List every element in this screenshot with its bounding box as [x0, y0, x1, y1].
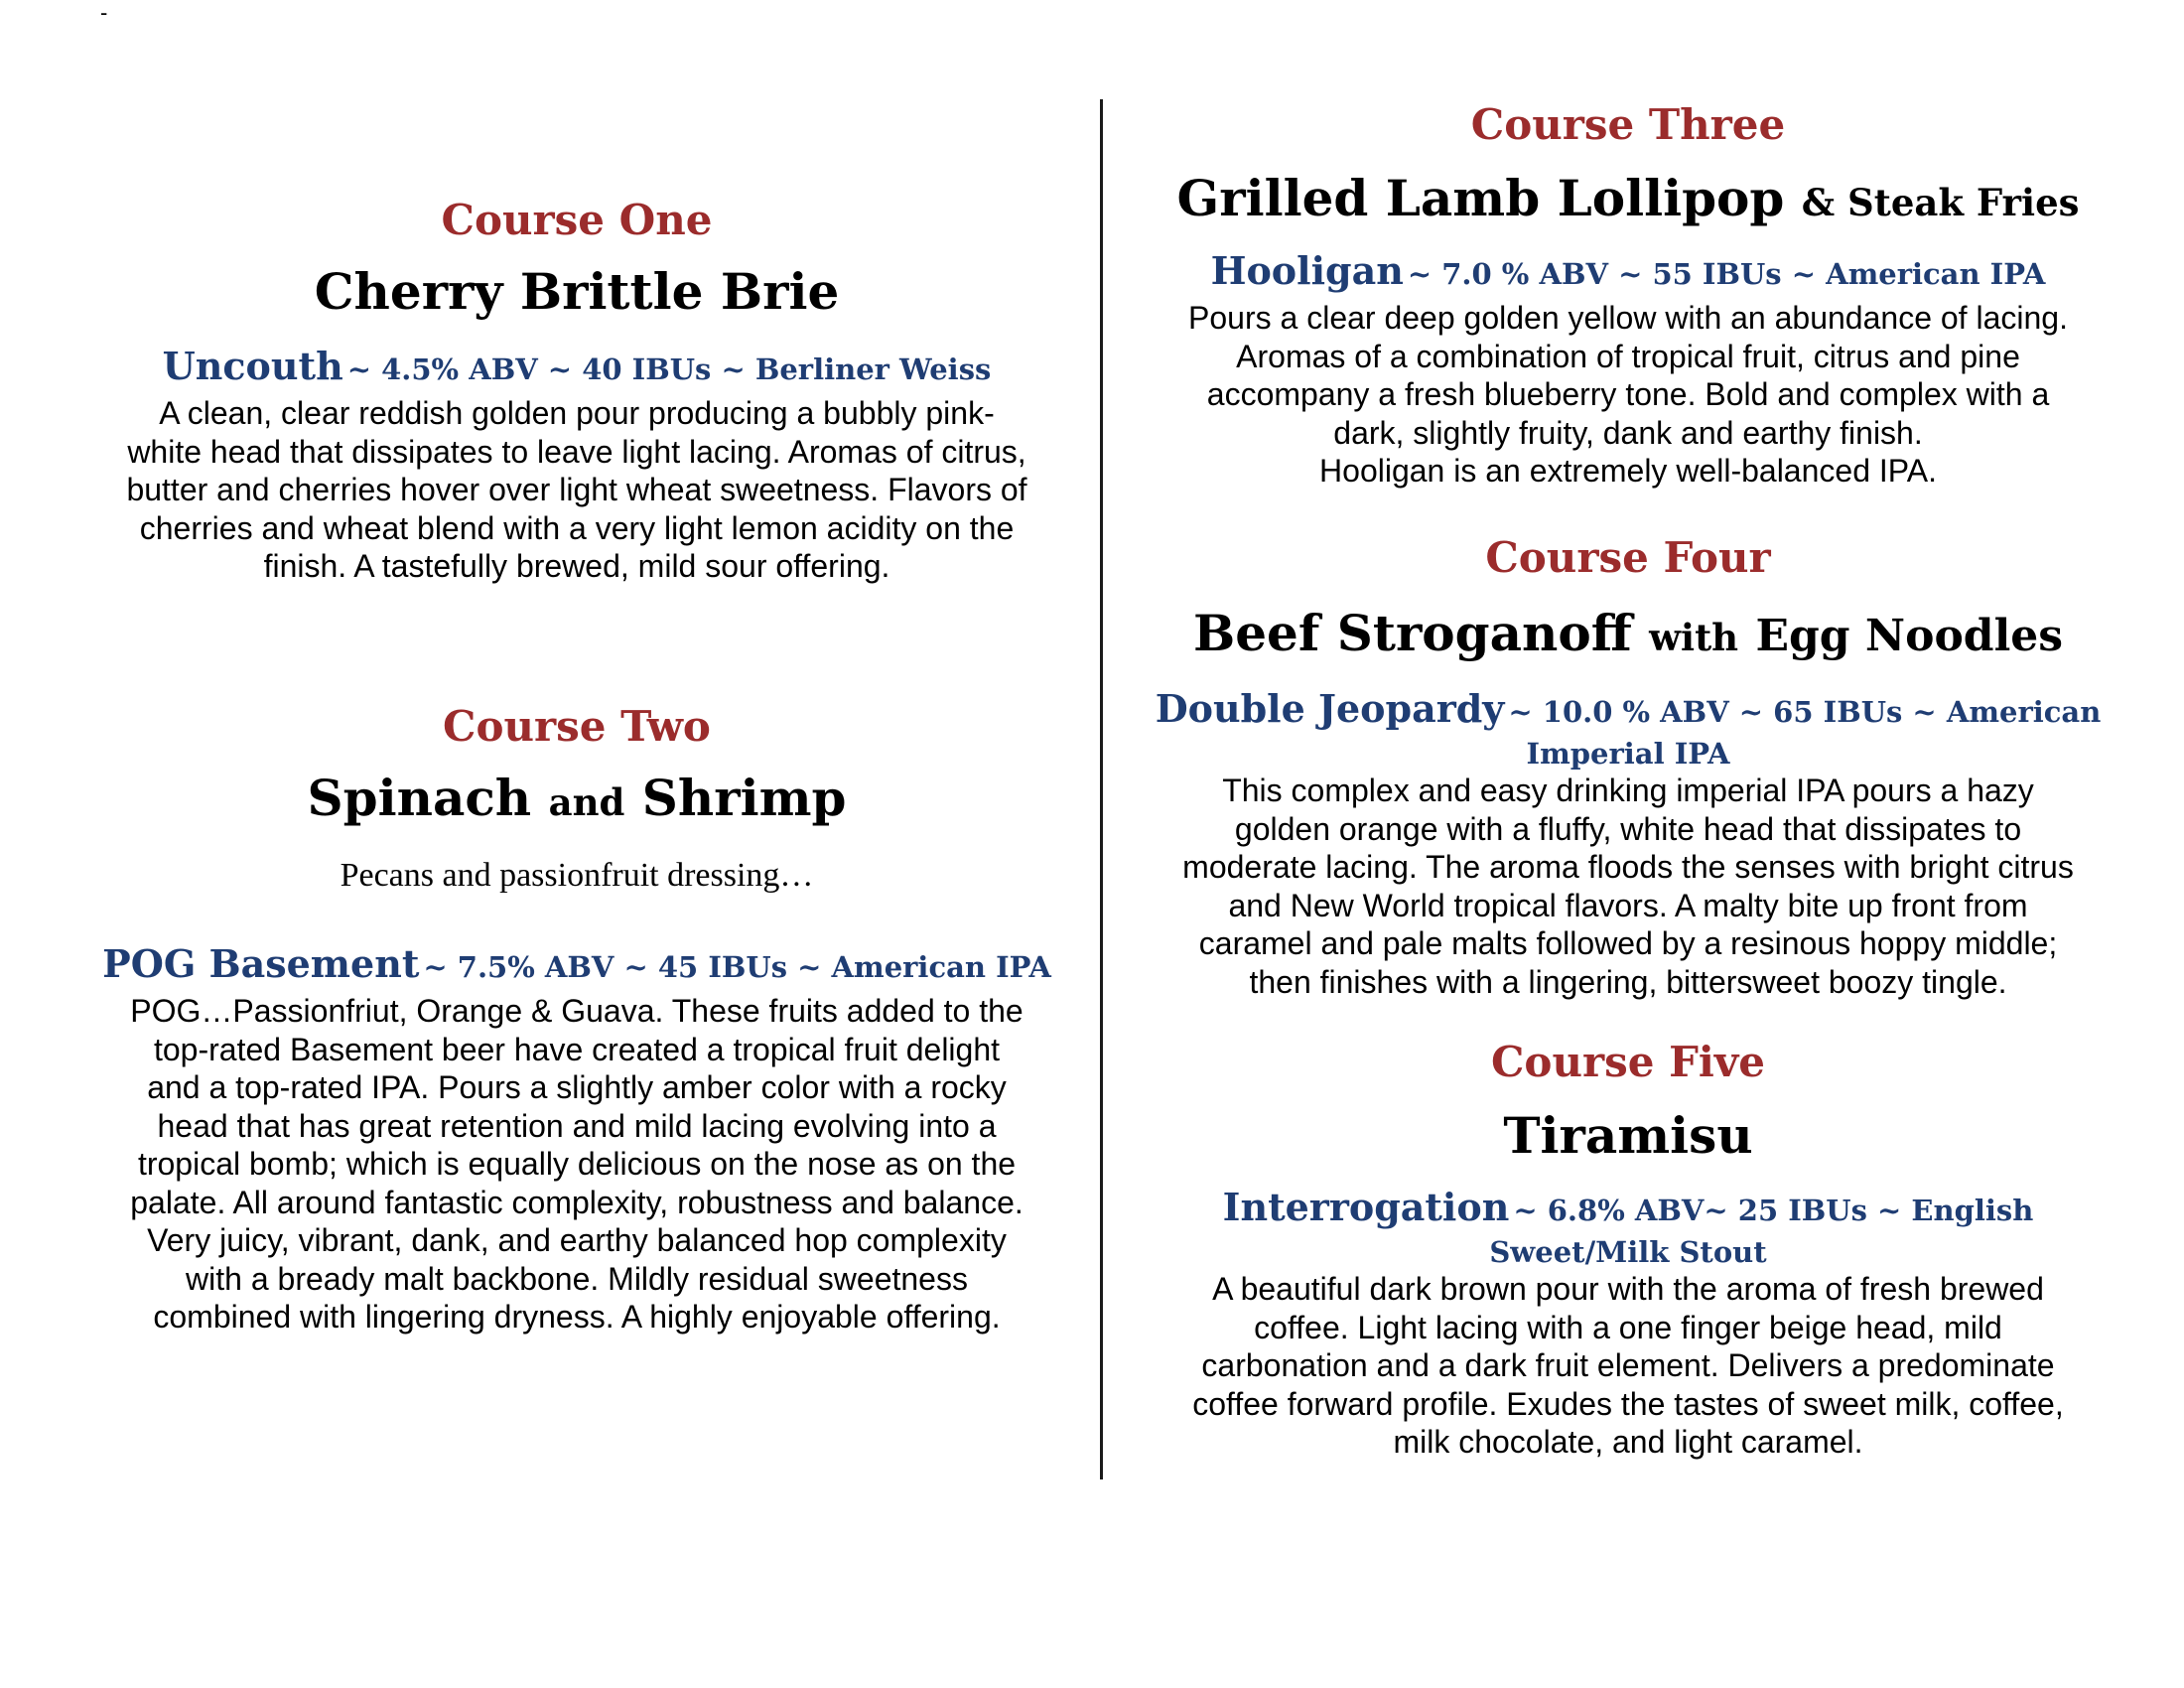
- course-one-dish: Cherry Brittle Brie: [314, 262, 840, 321]
- left-column: [95, 0, 1058, 1688]
- beer-stats: ~ 6.8% ABV~ 25 IBUs ~ English: [1513, 1194, 2034, 1227]
- course-two-dish: [95, 767, 1058, 834]
- desc-line: accompany a fresh blueberry tone. Bold and complex with a: [1206, 376, 2050, 412]
- course-four-beer: [1142, 686, 2115, 772]
- course-four-description: [1142, 772, 2115, 1001]
- course-two-label: Course Two: [443, 702, 711, 751]
- course-one-label: Course One: [441, 196, 713, 244]
- desc-line: tropical bomb; which is equally delicious on the nose as on the: [137, 1146, 1017, 1182]
- desc-line: combined with lingering dryness. A highly enjoyable offering.: [153, 1299, 1001, 1335]
- beer-name: POG Basement: [102, 941, 420, 986]
- desc-line: POG…Passionfriut, Orange & Guava. These fruits added to the: [130, 993, 1024, 1029]
- desc-line: cherries and wheat blend with a very light lemon acidity on the: [139, 509, 1015, 546]
- beer-name: Hooligan: [1210, 248, 1404, 293]
- dish-part: Beef Stroganoff: [1192, 604, 1632, 662]
- course-two-beer: [95, 941, 1058, 992]
- desc-line: coffee forward profile. Exudes the tastes of sweet milk, coffee,: [1192, 1385, 2064, 1422]
- desc-line: coffee. Light lacing with a one finger beige head, mild: [1254, 1309, 2002, 1345]
- beer-stats: ~ 7.0 % ABV ~ 55 IBUs ~ American IPA: [1407, 257, 2046, 291]
- course-three: [1142, 99, 2115, 491]
- course-five-beer: [1142, 1185, 2115, 1270]
- desc-line: Aromas of a combination of tropical fruit, citrus and pine: [1236, 338, 2020, 374]
- desc-line: Hooligan is an extremely well-balanced IPA.: [1319, 453, 1937, 489]
- beer-stats-cont: Imperial IPA: [1526, 737, 1730, 771]
- desc-line: golden orange with a fluffy, white head that dissipates to: [1234, 810, 2022, 847]
- beer-stats: ~ 4.5% ABV ~ 40 IBUs ~ Berliner Weiss: [346, 352, 992, 386]
- desc-line: A clean, clear reddish golden pour producing a bubbly pink-: [159, 395, 995, 431]
- beer-stats: ~ 7.5% ABV ~ 45 IBUs ~ American IPA: [423, 950, 1051, 984]
- beer-name: Double Jeopardy: [1155, 686, 1505, 731]
- corner-mark: -: [100, 0, 108, 25]
- desc-line: milk chocolate, and light caramel.: [1393, 1424, 1863, 1460]
- desc-line: Pours a clear deep golden yellow with an abundance of lacing.: [1188, 300, 2068, 336]
- course-five-label: Course Five: [1491, 1038, 1765, 1086]
- desc-line: head that has great retention and mild lacing evolving into a: [157, 1107, 997, 1144]
- course-one-beer: [95, 344, 1058, 394]
- dish-part: Grilled Lamb Lollipop: [1176, 169, 1785, 227]
- desc-line: moderate lacing. The aroma floods the senses with bright citrus: [1182, 849, 2074, 885]
- course-three-beer: [1142, 248, 2115, 299]
- dish-part: Shrimp: [641, 769, 847, 827]
- course-one-description: [95, 394, 1058, 586]
- desc-line: and New World tropical flavors. A malty bite up front from: [1228, 887, 2028, 923]
- course-three-description: [1142, 299, 2115, 491]
- course-four-label: Course Four: [1485, 533, 1771, 582]
- course-five: [1142, 1037, 2115, 1462]
- dish-conjunction: and: [548, 780, 625, 824]
- right-column: [1142, 0, 2115, 1688]
- desc-line: top-rated Basement beer have created a tropical fruit delight: [153, 1031, 1001, 1067]
- course-two-note: Pecans and passionfruit dressing…: [340, 857, 814, 894]
- desc-line: carbonation and a dark fruit element. Delivers a predominate: [1201, 1347, 2055, 1383]
- desc-line: A beautiful dark brown pour with the aroma of fresh brewed: [1212, 1271, 2044, 1307]
- desc-line: dark, slightly fruity, dank and earthy finish.: [1333, 414, 1923, 451]
- desc-line: Very juicy, vibrant, dank, and earthy balanced hop complexity: [147, 1222, 1007, 1258]
- desc-line: with a bready malt backbone. Mildly residual sweetness: [186, 1260, 968, 1297]
- dish-part: Spinach: [307, 769, 532, 827]
- desc-line: and a top-rated IPA. Pours a slightly amber color with a rocky: [147, 1069, 1007, 1105]
- desc-line: butter and cherries hover over light wheat sweetness. Flavors of: [126, 472, 1027, 507]
- dish-part: & Steak Fries: [1801, 181, 2080, 224]
- course-three-label: Course Three: [1470, 100, 1786, 149]
- course-three-dish: [1142, 167, 2115, 234]
- desc-line: white head that dissipates to leave light lacing. Aromas of citrus,: [127, 433, 1026, 470]
- beer-stats-cont: Sweet/Milk Stout: [1489, 1235, 1767, 1269]
- desc-line: finish. A tastefully brewed, mild sour offering.: [263, 548, 890, 584]
- desc-line: caramel and pale malts followed by a resinous hoppy middle;: [1198, 925, 2058, 961]
- course-five-description: [1142, 1270, 2115, 1462]
- course-two-description: [95, 992, 1058, 1336]
- dish-part: Egg Noodles: [1755, 611, 2064, 661]
- course-one: [95, 195, 1058, 586]
- dish-connector: with: [1649, 616, 1739, 659]
- desc-line: then finishes with a lingering, bittersweet boozy tingle.: [1249, 963, 2007, 1000]
- course-two: [95, 701, 1058, 1336]
- desc-line: This complex and easy drinking imperial IPA pours a hazy: [1222, 773, 2034, 808]
- desc-line: palate. All around fantastic complexity, robustness and balance.: [130, 1184, 1024, 1220]
- course-five-dish: Tiramisu: [1503, 1106, 1753, 1165]
- course-four: [1142, 532, 2115, 1001]
- beer-name: Interrogation: [1222, 1185, 1510, 1229]
- course-four-dish: [1142, 602, 2115, 669]
- beer-name: Uncouth: [162, 344, 343, 388]
- column-divider: [1100, 99, 1103, 1479]
- beer-stats: ~ 10.0 % ABV ~ 65 IBUs ~ American: [1508, 695, 2102, 729]
